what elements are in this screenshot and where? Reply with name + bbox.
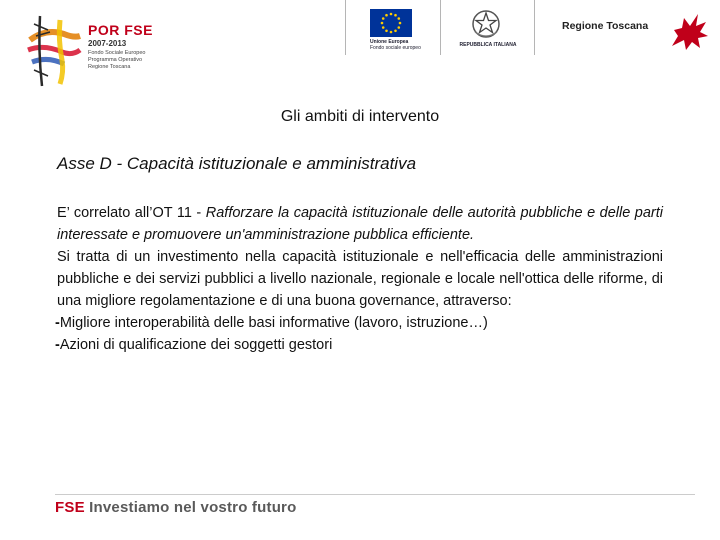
footer-fse-label: FSE: [55, 499, 85, 516]
header-divider: [534, 0, 535, 55]
footer-tagline: [55, 499, 296, 516]
header-bar: [0, 0, 720, 92]
header-divider: [440, 0, 441, 55]
header-divider: [345, 0, 346, 55]
fse-logo-line-3: Regione Toscana: [88, 64, 131, 70]
paragraph-description: Si tratta di un investimento nella capacità istituzionale e nell'efficacia delle amministrazioni pubbliche e dei servizi pubblici a livello nazionale, regionale e locale nell'ottica delle riforme, di una migliore regolamentazione e di una buona governance, attraverso:: [57, 249, 663, 309]
list-item-text: Azioni di qualificazione dei soggetti gestori: [59, 337, 333, 353]
pegasus-icon: [664, 6, 712, 54]
eu-label: [370, 39, 430, 51]
italian-republic-emblem-icon: [470, 8, 502, 40]
fse-logo-title: POR FSE: [88, 22, 153, 38]
footer-tagline-text: Investiamo nel vostro futuro: [89, 499, 297, 516]
paragraph-ot11: [57, 202, 663, 246]
fse-logo-line-2: Programma Operativo: [88, 57, 143, 63]
list-item: [57, 312, 663, 334]
eu-label-line-2: Fondo sociale europeo: [370, 45, 421, 51]
fse-logo-years: 2007-2013: [88, 39, 127, 48]
ot11-prefix: E’ correlato all’OT 11 -: [57, 205, 206, 221]
slide-body: [57, 202, 663, 356]
slide-heading: Gli ambiti di intervento: [280, 108, 440, 125]
eu-flag-icon: [370, 9, 412, 37]
republic-label: REPUBBLICA ITALIANA: [459, 42, 517, 48]
list-item-text: Migliore interoperabilità delle basi informative (lavoro, istruzione…): [59, 315, 488, 331]
slide-subheading: Asse D - Capacità istituzionale e amministrativa: [57, 154, 417, 173]
list-item: [57, 334, 663, 356]
ot11-objective: Rafforzare la capacità istituzionale delle autorità pubbliche e delle parti interessate e promuovere un'amministrazione pubblica efficiente.: [57, 205, 663, 243]
eu-label-line-1: Unione Europea: [370, 39, 409, 45]
region-label: Regione Toscana: [562, 20, 649, 32]
fse-brushstroke-logo: [24, 10, 84, 88]
bullet-dash: -: [55, 315, 60, 331]
bullet-dash: -: [55, 337, 60, 353]
fse-logo-line-1: Fondo Sociale Europeo: [88, 50, 146, 56]
footer-divider: [55, 494, 695, 495]
